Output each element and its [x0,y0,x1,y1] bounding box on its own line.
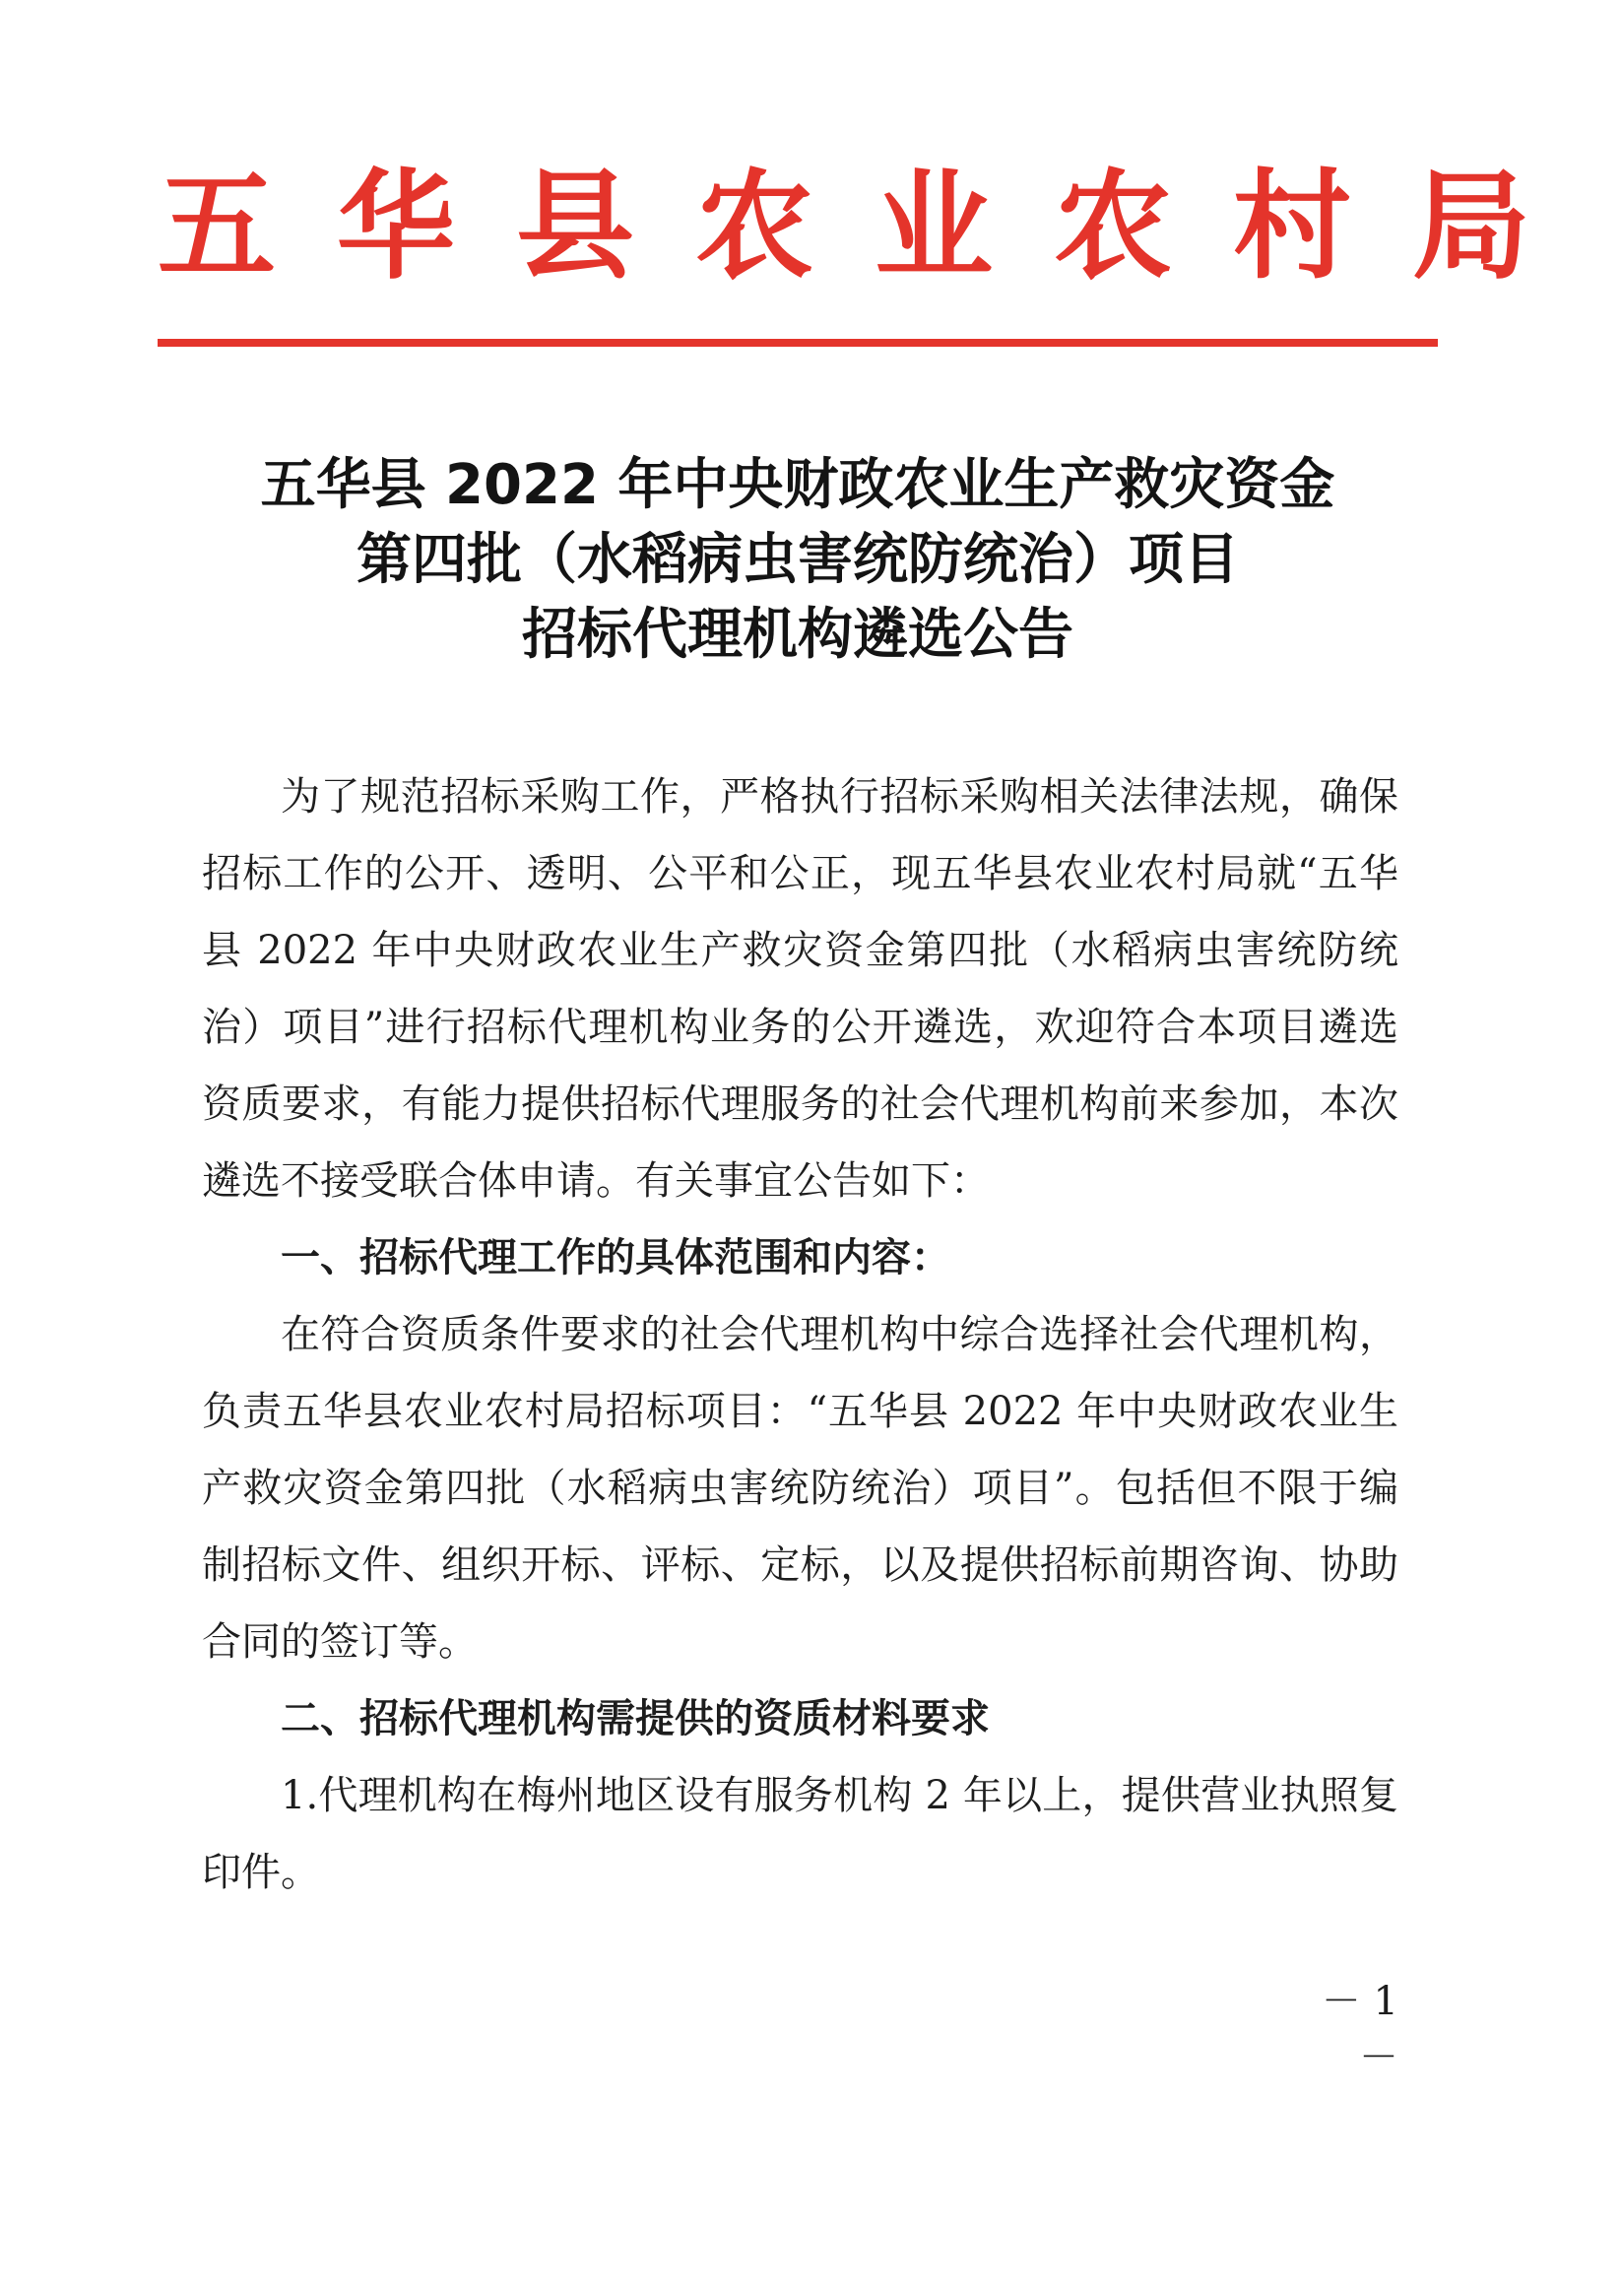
title-line-1: 五华县 2022 年中央财政农业生产救灾资金 [260,453,1335,517]
document-body [202,758,1398,1911]
intro-paragraph: 为了规范招标采购工作，严格执行招标采购相关法律法规，确保招标工作的公开、透明、公平和公正，现五华县农业农村局就“五华县 2022 年中央财政农业生产救灾资金第四批（水稻病虫害统防统治）项目”进行招标代理机构业务的公开遴选，欢迎符合本项目遴选资质要求，有能力提供招标代理服务的社会代理机构前来参加，本次遴选不接受联合体申请。有关事宜公告如下： [202,774,1398,1204]
section-2-heading: 二、招标代理机构需提供的资质材料要求 [281,1696,990,1741]
title-line-2: 第四批（水稻病虫害统防统治）项目 [357,528,1239,592]
section-1-heading: 一、招标代理工作的具体范围和内容： [281,1235,950,1280]
letterhead-red-rule [158,339,1438,347]
section-2-item-1: 1.代理机构在梅州地区设有服务机构 2 年以上，提供营业执照复印件。 [202,1773,1398,1895]
title-line-3: 招标代理机构遴选公告 [522,603,1073,667]
page-number: － 1 － [1321,1979,1398,2080]
document-title [158,448,1438,673]
letterhead-org-name: 五华县农业农村局 [158,157,1591,295]
section-1-paragraph: 在符合资质条件要求的社会代理机构中综合选择社会代理机构，负责五华县农业农村局招标项目：“五华县 2022 年中央财政农业生产救灾资金第四批（水稻病虫害统防统治）项目”。包括但不限于编制招标文件、组织开标、评标、定标，以及提供招标前期咨询、协助合同的签订等。 [202,1312,1398,1665]
